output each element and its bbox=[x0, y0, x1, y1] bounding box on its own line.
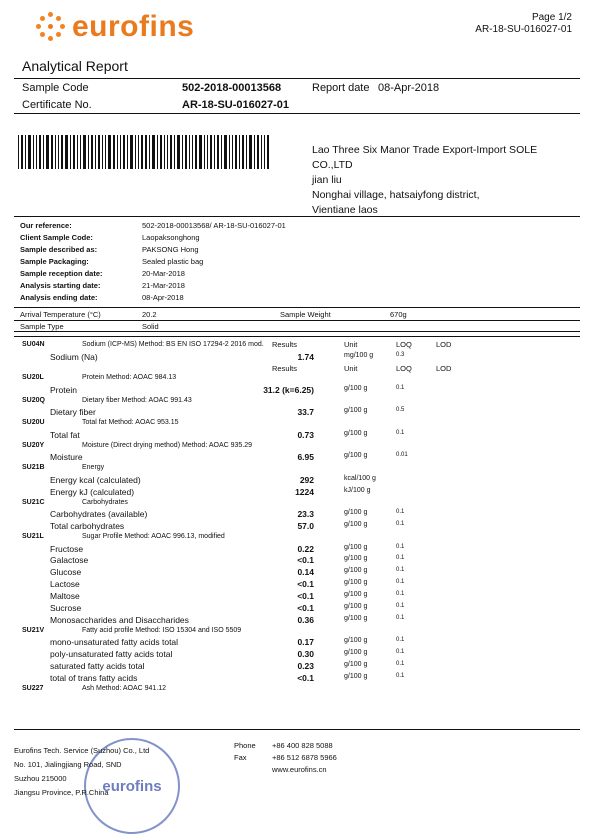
result-value: 0.17 bbox=[297, 637, 314, 648]
analyte-name: total of trans fatty acids bbox=[50, 673, 138, 684]
result-unit: mg/100 g bbox=[344, 351, 374, 359]
result-unit: g/100 g bbox=[344, 521, 368, 528]
result-unit: g/100 g bbox=[344, 567, 368, 575]
barcode-bar bbox=[141, 135, 143, 169]
col-unit: Unit bbox=[344, 340, 358, 349]
result-loq: 0.1 bbox=[396, 543, 405, 550]
analyte-name: Sucrose bbox=[50, 603, 82, 613]
barcode-bar bbox=[210, 135, 212, 169]
result-unit: g/100 g bbox=[344, 384, 368, 392]
page-number: Page 1/2 bbox=[531, 12, 572, 23]
result-unit: g/100 g bbox=[344, 509, 368, 517]
result-value: 0.23 bbox=[297, 661, 314, 672]
lab-address-line: Jiangsu Province, P.R.China bbox=[14, 788, 109, 797]
client-company: Lao Three Six Manor Trade Export-Import SOLE CO.,LTD bbox=[312, 144, 538, 171]
method-code: SU21B bbox=[22, 464, 45, 472]
result-value: 292 bbox=[299, 474, 314, 485]
result-value: <0.1 bbox=[297, 603, 314, 613]
result-value: 57.0 bbox=[297, 521, 314, 531]
results-table bbox=[14, 336, 580, 730]
barcode-bar bbox=[199, 135, 202, 169]
info-label: Client Sample Code: bbox=[20, 233, 93, 242]
page-title: Analytical Report bbox=[22, 58, 128, 74]
analyte-name: Monosaccharides and Disaccharides bbox=[50, 614, 189, 625]
barcode-bar bbox=[43, 135, 44, 169]
barcode-bar bbox=[207, 135, 208, 169]
info-value: Sealed plastic bag bbox=[142, 257, 204, 266]
phone-label: Phone bbox=[234, 741, 256, 750]
barcode-bar bbox=[88, 135, 89, 169]
barcode-bar bbox=[217, 135, 219, 169]
seal-brand: eurofins bbox=[102, 777, 162, 795]
barcode-bar bbox=[36, 135, 37, 169]
result-unit: g/100 g bbox=[344, 661, 368, 669]
barcode bbox=[18, 135, 296, 169]
method-code: SU20U bbox=[22, 419, 45, 427]
result-unit: g/100 g bbox=[344, 407, 368, 415]
method-code: SU20Q bbox=[22, 396, 45, 404]
info-label: Sample described as: bbox=[20, 245, 98, 254]
result-loq: 0.1 bbox=[396, 673, 405, 680]
logo bbox=[36, 10, 194, 44]
barcode-bar bbox=[249, 135, 252, 169]
info-value: PAKSONG Hong bbox=[142, 245, 199, 254]
barcode-bar bbox=[98, 135, 100, 169]
analyte-name: Dietary fiber bbox=[50, 407, 96, 418]
method-text: Sodium (ICP-MS) Method: BS EN ISO 17294-2 2016 mod. bbox=[82, 341, 264, 348]
barcode-bar bbox=[130, 135, 133, 169]
barcode-bar bbox=[157, 135, 158, 169]
barcode-bar bbox=[239, 135, 240, 169]
result-unit: g/100 g bbox=[344, 579, 368, 587]
result-loq: 0.1 bbox=[396, 603, 405, 609]
barcode-bar bbox=[192, 135, 193, 169]
barcode-bar bbox=[91, 135, 93, 169]
lab-address-line: No. 101, Jialingjiang Road, SND bbox=[14, 760, 122, 769]
lab-address bbox=[14, 744, 149, 800]
arrival-temp-label: Arrival Temperature (°C) bbox=[20, 310, 101, 319]
result-unit: g/100 g bbox=[344, 603, 368, 610]
result-unit: kJ/100 g bbox=[344, 486, 371, 494]
barcode-bar bbox=[152, 135, 155, 169]
result-loq: 0.1 bbox=[396, 429, 405, 436]
barcode-bar bbox=[195, 135, 197, 169]
barcode-bar bbox=[160, 135, 162, 169]
lab-contact bbox=[234, 740, 337, 776]
barcode-bar bbox=[39, 135, 41, 169]
analyte-name: Total carbohydrates bbox=[50, 521, 125, 531]
method-code: SU21C bbox=[22, 498, 45, 506]
col-loq: LOQ bbox=[396, 340, 412, 349]
barcode-bar bbox=[77, 135, 78, 169]
lab-address-line: Eurofins Tech. Service (Suzhou) Co., Ltd bbox=[14, 746, 150, 755]
result-value: <0.1 bbox=[297, 555, 314, 566]
barcode-bar bbox=[46, 135, 49, 169]
barcode-bar bbox=[117, 135, 118, 169]
barcode-bar bbox=[65, 135, 68, 169]
barcode-bar bbox=[25, 135, 26, 169]
result-unit: g/100 g bbox=[344, 614, 368, 622]
result-value: 0.14 bbox=[297, 567, 314, 578]
sample-code: 502-2018-00013568 bbox=[182, 82, 282, 94]
method-text: Energy bbox=[82, 464, 105, 472]
sample-type-label: Sample Type bbox=[20, 322, 64, 331]
barcode-bar bbox=[246, 135, 247, 169]
barcode-bar bbox=[51, 135, 53, 169]
document-id: AR-18-SU-016027-01 bbox=[475, 24, 572, 35]
barcode-bar bbox=[61, 135, 63, 169]
result-loq: 0.1 bbox=[396, 649, 405, 656]
barcode-bar bbox=[21, 135, 23, 169]
result-value: 0.30 bbox=[297, 649, 314, 660]
info-label: Analysis ending date: bbox=[20, 293, 98, 302]
barcode-bar bbox=[204, 135, 205, 169]
barcode-bar bbox=[28, 135, 31, 169]
col-results: Results bbox=[272, 340, 298, 349]
barcode-bar bbox=[73, 135, 75, 169]
result-value: 0.36 bbox=[297, 614, 314, 625]
analyte-name: mono-unsaturated fatty acids total bbox=[50, 637, 179, 648]
report-date: 08-Apr-2018 bbox=[378, 82, 440, 94]
result-loq: 0.1 bbox=[396, 555, 405, 562]
client-address-line2: Vientiane laos bbox=[312, 204, 378, 216]
method-code: SU21L bbox=[22, 532, 44, 540]
result-value: 1224 bbox=[295, 486, 314, 497]
info-value: Laopaksonghong bbox=[142, 233, 200, 242]
barcode-bar bbox=[229, 135, 230, 169]
fax: +86 512 6878 5966 bbox=[272, 753, 337, 762]
result-unit: g/100 g bbox=[344, 452, 368, 460]
barcode-bar bbox=[18, 135, 19, 169]
analyte-name: Protein bbox=[50, 384, 77, 395]
result-value: 0.22 bbox=[297, 543, 314, 554]
barcode-bar bbox=[254, 135, 255, 169]
result-unit: g/100 g bbox=[344, 591, 368, 599]
method-text: Fatty acid profile Method: ISO 15304 and ISO 5509 bbox=[82, 626, 242, 634]
result-loq: 0.5 bbox=[396, 407, 405, 414]
analyte-name: saturated fatty acids total bbox=[50, 661, 145, 672]
result-value: <0.1 bbox=[297, 591, 314, 602]
method-text: Protein Method: AOAC 984.13 bbox=[82, 374, 177, 382]
brand-name: eurofins bbox=[72, 10, 195, 43]
method-text: Moisture (Direct drying method) Method: AOAC 935.29 bbox=[82, 441, 253, 449]
barcode-bar bbox=[120, 135, 121, 169]
analyte-name: Moisture bbox=[50, 452, 83, 463]
info-value: 502-2018-00013568/ AR-18-SU-016027-01 bbox=[142, 221, 286, 230]
method-text: Dietary fiber Method: AOAC 991.43 bbox=[82, 396, 192, 404]
barcode-bar bbox=[105, 135, 106, 169]
result-value: 0.73 bbox=[297, 429, 314, 440]
analyte-name: Energy kJ (calculated) bbox=[50, 486, 135, 497]
barcode-bar bbox=[80, 135, 81, 169]
barcode-bar bbox=[58, 135, 59, 169]
info-value: 20-Mar-2018 bbox=[142, 269, 185, 278]
result-loq: 0.1 bbox=[396, 579, 405, 586]
barcode-bar bbox=[149, 135, 150, 169]
analyte-name: Fructose bbox=[50, 543, 84, 554]
result-loq: 0.1 bbox=[396, 509, 405, 516]
barcode-bar bbox=[257, 135, 259, 169]
client-address-line1: Nonghai village, hatsaiyfong district, bbox=[312, 189, 480, 201]
barcode-bar bbox=[102, 135, 103, 169]
barcode-bar bbox=[177, 135, 180, 169]
barcode-bar bbox=[232, 135, 233, 169]
method-text: Carbohydrates bbox=[82, 498, 128, 506]
sample-weight-label: Sample Weight bbox=[280, 310, 331, 319]
barcode-bar bbox=[145, 135, 147, 169]
method-code: SU20Y bbox=[22, 441, 45, 449]
barcode-bar bbox=[221, 135, 222, 169]
phone: +86 400 828 5088 bbox=[272, 741, 333, 750]
col-lod: LOD bbox=[436, 340, 452, 349]
barcode-bar bbox=[108, 135, 111, 169]
result-value: <0.1 bbox=[297, 579, 314, 590]
barcode-bar bbox=[264, 135, 265, 169]
info-value: 08-Apr-2018 bbox=[142, 293, 184, 302]
result-unit: g/100 g bbox=[344, 543, 368, 551]
result-unit: g/100 g bbox=[344, 429, 368, 437]
barcode-bar bbox=[138, 135, 139, 169]
certificate-label: Certificate No. bbox=[22, 99, 92, 111]
result-value: 6.95 bbox=[297, 452, 314, 463]
barcode-bar bbox=[164, 135, 165, 169]
result-loq: 0.1 bbox=[396, 591, 405, 598]
result-value: 23.3 bbox=[297, 509, 314, 520]
col-unit: Unit bbox=[344, 363, 358, 373]
method-code: SU04N bbox=[22, 341, 45, 348]
result-value: 33.7 bbox=[297, 407, 314, 418]
website-link[interactable]: www.eurofins.cn bbox=[272, 765, 327, 774]
col-lod: LOD bbox=[436, 363, 452, 373]
result-loq: 0.1 bbox=[396, 567, 405, 574]
client-address bbox=[312, 143, 562, 218]
barcode-bar bbox=[224, 135, 227, 169]
sample-code-label: Sample Code bbox=[22, 82, 89, 94]
barcode-bar bbox=[170, 135, 172, 169]
result-unit: g/100 g bbox=[344, 673, 368, 681]
barcode-bar bbox=[189, 135, 190, 169]
method-text: Ash Method: AOAC 941.12 bbox=[82, 685, 167, 692]
analyte-name: Energy kcal (calculated) bbox=[50, 474, 141, 485]
analyte-name: Sodium (Na) bbox=[50, 351, 98, 362]
result-unit: g/100 g bbox=[344, 649, 368, 657]
result-loq: 0.1 bbox=[396, 661, 405, 668]
page-info bbox=[475, 12, 572, 36]
analyte-name: Maltose bbox=[50, 591, 80, 602]
result-value: 1.74 bbox=[297, 351, 314, 362]
analyte-name: Lactose bbox=[50, 579, 80, 590]
result-loq: 0.1 bbox=[396, 614, 405, 621]
info-value: 21-Mar-2018 bbox=[142, 281, 185, 290]
method-text: Sugar Profile Method: AOAC 996.13, modified bbox=[82, 532, 225, 540]
barcode-bar bbox=[83, 135, 86, 169]
certificate-number: AR-18-SU-016027-01 bbox=[182, 99, 289, 111]
analyte-name: Galactose bbox=[50, 555, 89, 566]
report-date-label: Report date bbox=[312, 82, 370, 94]
result-value: <0.1 bbox=[297, 673, 314, 684]
method-text: Total fat Method: AOAC 953.15 bbox=[82, 419, 179, 427]
analyte-name: Carbohydrates (available) bbox=[50, 509, 148, 520]
col-loq: LOQ bbox=[396, 363, 412, 373]
info-label: Sample reception date: bbox=[20, 269, 103, 278]
barcode-bar bbox=[70, 135, 71, 169]
report-header bbox=[14, 78, 580, 114]
barcode-bar bbox=[123, 135, 125, 169]
result-unit: g/100 g bbox=[344, 637, 368, 645]
barcode-bar bbox=[235, 135, 237, 169]
barcode-bar bbox=[113, 135, 115, 169]
info-label: Sample Packaging: bbox=[20, 257, 89, 266]
result-loq: 0.01 bbox=[396, 452, 408, 459]
col-results: Results bbox=[272, 363, 298, 373]
sample-weight: 670g bbox=[390, 310, 407, 319]
result-loq: 0.1 bbox=[396, 637, 405, 644]
logo-mark-icon bbox=[36, 12, 66, 42]
info-label: Analysis starting date: bbox=[20, 281, 101, 290]
analyte-name: Glucose bbox=[50, 567, 82, 578]
client-contact: jian liu bbox=[312, 174, 342, 186]
barcode-bar bbox=[33, 135, 34, 169]
barcode-bar bbox=[135, 135, 136, 169]
result-loq: 0.3 bbox=[396, 351, 405, 358]
barcode-bar bbox=[261, 135, 262, 169]
barcode-bar bbox=[127, 135, 128, 169]
barcode-bar bbox=[267, 135, 269, 169]
result-unit: kcal/100 g bbox=[344, 474, 376, 482]
barcode-bar bbox=[95, 135, 96, 169]
barcode-bar bbox=[242, 135, 244, 169]
fax-label: Fax bbox=[234, 753, 247, 762]
barcode-bar bbox=[214, 135, 215, 169]
result-loq: 0.1 bbox=[396, 384, 405, 391]
sample-type: Solid bbox=[142, 322, 159, 331]
info-label: Our reference: bbox=[20, 221, 72, 230]
analyte-name: Total fat bbox=[50, 429, 80, 440]
result-value: 31.2 (k=6.25) bbox=[263, 384, 314, 395]
result-unit: g/100 g bbox=[344, 555, 368, 563]
barcode-bar bbox=[55, 135, 56, 169]
analyte-name: poly-unsaturated fatty acids total bbox=[50, 649, 173, 660]
barcode-bar bbox=[185, 135, 187, 169]
arrival-temp: 20.2 bbox=[142, 310, 157, 319]
lab-address-line: Suzhou 215000 bbox=[14, 774, 67, 783]
barcode-bar bbox=[174, 135, 175, 169]
barcode-bar bbox=[167, 135, 168, 169]
result-loq: 0.1 bbox=[396, 521, 405, 527]
method-code: SU227 bbox=[22, 685, 44, 692]
method-code: SU20L bbox=[22, 374, 44, 382]
method-code: SU21V bbox=[22, 626, 45, 634]
barcode-bar bbox=[182, 135, 183, 169]
